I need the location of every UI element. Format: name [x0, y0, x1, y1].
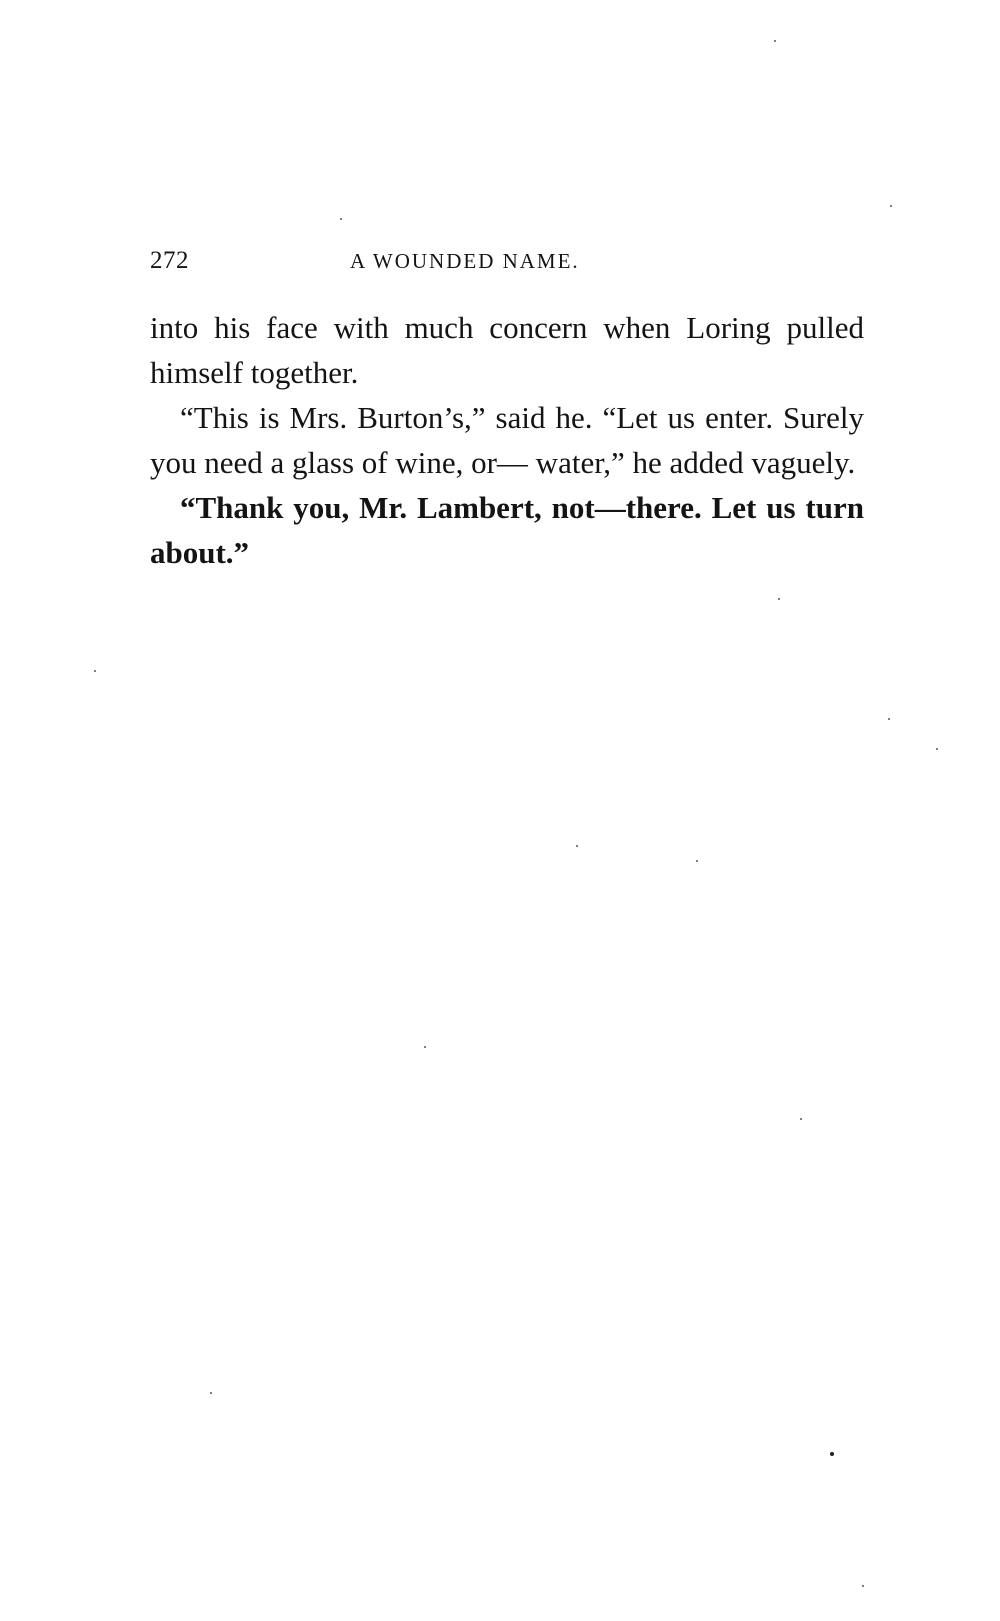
body-text [150, 305, 864, 575]
scan-speck [936, 748, 938, 750]
running-title: A WOUNDED NAME. [350, 249, 580, 273]
scan-speck [424, 1046, 426, 1048]
page-number: 272 [150, 247, 189, 274]
scan-speck [774, 40, 776, 42]
scan-speck [94, 670, 96, 672]
scan-speck [862, 1585, 864, 1587]
scan-speck [890, 205, 892, 207]
scan-speck [340, 218, 342, 220]
paragraph-continuation: into his face with much concern when Loring pulled himself together. [150, 310, 864, 390]
scan-speck [800, 1118, 802, 1120]
scan-speck [888, 718, 890, 720]
page-header [150, 247, 850, 277]
scan-speck [210, 1392, 212, 1394]
paragraph-dialogue-lambert: “This is Mrs. Burton’s,” said he. “Let us enter. Surely you need a glass of wine, or— water,” he added vaguely. [150, 400, 864, 480]
paragraph-dialogue-loring: “Thank you, Mr. Lambert, not—there. Let us turn about.” [150, 490, 864, 570]
scan-speck [696, 860, 698, 862]
scan-speck [778, 598, 780, 600]
scan-speck [576, 845, 578, 847]
scan-speck [830, 1452, 834, 1456]
